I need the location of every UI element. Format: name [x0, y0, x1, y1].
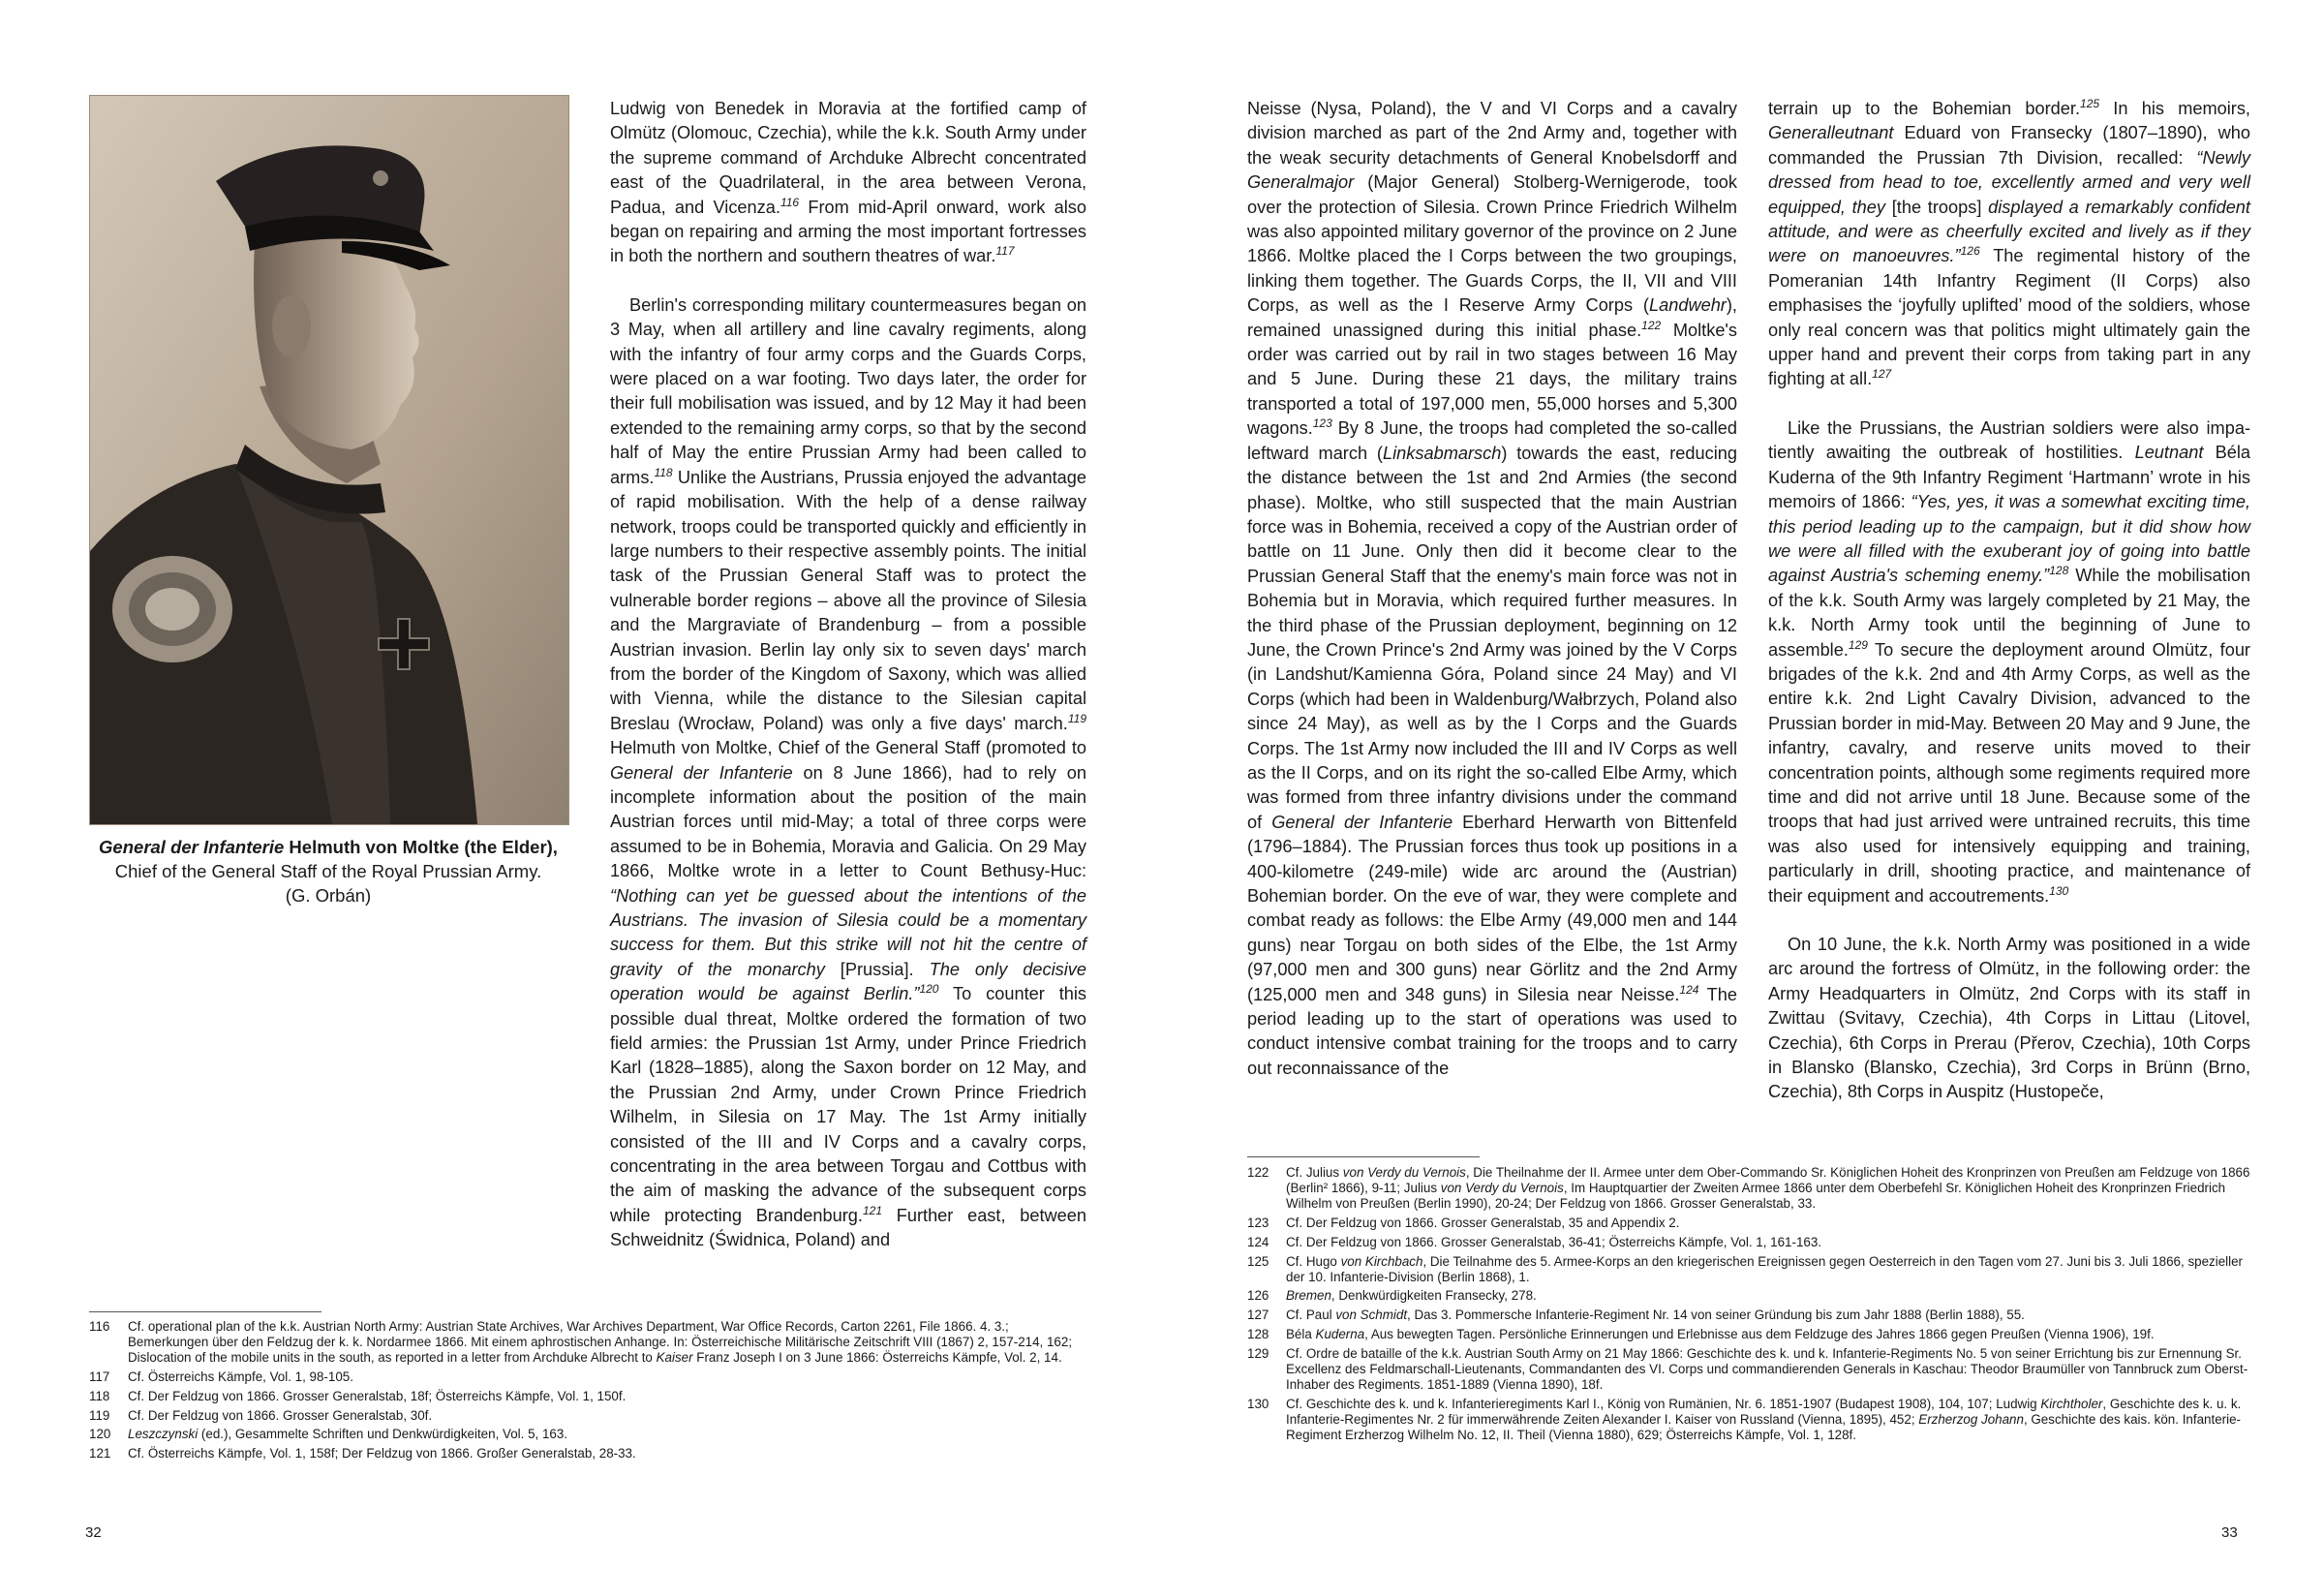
- portrait-photo: [89, 95, 569, 825]
- caption-title-italic: General der Infanterie: [99, 837, 285, 857]
- paragraph: On 10 June, the k.k. North Army was positioned in a wide arc around the fortress of Olmütz, in the following order: the Army Headquarters in Olmütz, 2nd Corps with its staff in Zwittau (Svitavy, Czechia), 4th Corps in Littau (Litovel, Czechia), 6th Corps in Prerau (Přerov, Czechia), 10th Corps in Blansko (Blansko, Czechia), 3rd Corps in Brünn (Brno, Czechia), 8th Corps in Auspitz (Hustopeče,: [1768, 935, 2250, 1102]
- footnote-text: Cf. operational plan of the k.k. Austrian North Army: Austrian State Archives, War Archives Department, War Office Records, Carton 2261, File 1866. 4. 3.; Bemerkungen über den Feldzug der k. k. Nordarmee 1866. Mit einem aphrostischen Anhange. In: Österreichische Militärische Zeitschrift VIII (1867) 2, 157-214, 162; Dislocation of the mobile units in the south, as reported in a letter from Archduke Albrecht to Kaiser Franz Joseph I on 3 June 1866: Österreichs Kämpfe, Vol. 2, 14.: [128, 1319, 1073, 1366]
- page-number: 32: [85, 1524, 102, 1541]
- left-footnotes: [89, 1319, 1086, 1465]
- caption-line2: Chief of the General Staff of the Royal Prussian Army.: [114, 861, 542, 881]
- left-text-column: [610, 97, 1086, 1253]
- footnote-text: Cf. Der Feldzug von 1866. Grosser Generalstab, 30f.: [128, 1407, 433, 1423]
- footnote-number: 128: [1247, 1326, 1269, 1341]
- footnote-text: Cf. Der Feldzug von 1866. Grosser Generalstab, 35 and Appendix 2.: [1286, 1215, 1680, 1231]
- footnote-text: Cf. Ordre de bataille of the k.k. Austrian South Army on 21 May 1866: Geschichte des k. und k. Infanterie-Regiments No. 5 von seiner Errichtung bis zur Ernennung Sr. Excellenz des Feldmarschall-Lieutenants, Commandanten des VI. Corps und commandierenden Generals in Kaschau: Theodor Braumüller von Tannbruck zum Oberst-Inhaber des Regiments. 1851-1889 (Vienna 1890), 18f.: [1286, 1345, 2248, 1392]
- footnote-number: 129: [1247, 1345, 1269, 1361]
- footnote-number: 125: [1247, 1253, 1269, 1269]
- footnote: [89, 1408, 1086, 1424]
- footnote-number: 117: [89, 1369, 110, 1385]
- footnote: [1247, 1165, 2250, 1213]
- footnote-number: 124: [1247, 1234, 1269, 1249]
- footnote: [89, 1319, 1086, 1367]
- paragraph: terrain up to the Bohemian border.$^{125}$ In his memoirs, Generalleutnant Eduard von Fransecky (1807–1890), who commanded the Prussian 7th Division, recalled: “Newly dressed from head to toe, excellently armed and very well equipped, they [the troops] displayed a remarkably confident attitude, and were as cheerfully excited and lively as if they were on manoeuvres.”$^{126}$ The regimental history of the Pomeranian 14th Infantry Regiment (II Corps) also emphasises the ‘joyfully uplifted’ mood of the soldiers, whose only real concern was that politics might ultimately gain the upper hand and prevent their corps from taking part in any fighting at all.$^{127}$: [1768, 96, 2250, 389]
- footnote-number: 120: [89, 1427, 111, 1442]
- paragraph: Ludwig von Benedek in Moravia at the fortified camp of Olmütz (Olomouc, Czechia), while the k.k. South Army under the supreme command of Archduke Albrecht concentrated east of the Quadrilateral, in the area between Verona, Padua, and Vicenza.$^{116}$ From mid-April onward, work also began on repairing and arming the most important fortresses in both the northern and southern theatres of war.$^{117}$: [610, 99, 1086, 266]
- footnote-text: Cf. Hugo von Kirchbach, Die Teilnahme des 5. Armee-Korps an den kriegerischen Ereignissen gegen Oesterreich in den Tagen vom 27. Juni bis 3. Juli 1866, spezieller der 10. Infanterie-Division (Berlin 1868), 1.: [1286, 1253, 2244, 1284]
- footnote: [1247, 1327, 2250, 1342]
- footnote: [1247, 1215, 2250, 1231]
- footnote-text: Leszczynski (ed.), Gesammelte Schriften und Denkwürdigkeiten, Vol. 5, 163.: [128, 1427, 568, 1442]
- footnote-number: 122: [1247, 1165, 1269, 1180]
- right-page: [1162, 0, 2324, 1569]
- footnote: [89, 1369, 1086, 1385]
- caption-title-bold: Helmuth von Moltke (the Elder),: [289, 837, 558, 857]
- paragraph: Like the Prussians, the Austrian soldiers were also impatiently awaiting the outbreak of hostilities. Leutnant Béla Kuderna of the 9th Infantry Regiment ‘Hartmann’ wrote in his memoirs of 1866: “Yes, yes, it was a somewhat exciting time, this period leading up to the campaign, but it did show how we were all filled with the exuberant joy of going into battle against Austria's scheming enemy.”$^{128}$ While the mobilisation of the k.k. South Army was largely completed by 21 May, the k.k. North Army took until the beginning of June to assemble.$^{129}$ To secure the deployment around Olmütz, four brigades of the k.k. 2nd and 4th Army Corps, as well as the entire k.k. 2nd Light Cavalry Division, advanced to the Prussian border in mid-May. Between 20 May and 9 June, the infantry, cavalry, and reserve units moved to their concentration points, although some regiments required more time and did not arrive until 18 June. Because some of the troops that had just arrived were untrained recruits, this time was also used for intensively equipping and training, particularly in drill, shooting practice, and maintenance of their equipment and accoutrements.$^{130}$: [1768, 417, 2251, 906]
- footnote-number: 126: [1247, 1288, 1269, 1304]
- footnote: [89, 1427, 1086, 1442]
- footnote: [89, 1446, 1086, 1461]
- right-text-column-1: [1247, 97, 1737, 1081]
- footnote-text: Béla Kuderna, Aus bewegten Tagen. Persönliche Erinnerungen und Erlebnisse aus dem Feldzuge des Jahres 1866 gegen Preußen (Vienna 1906), 19f.: [1286, 1326, 2155, 1341]
- footnote-divider: [89, 1311, 321, 1312]
- caption-credit: (G. Orbán): [285, 885, 372, 906]
- footnote-number: 119: [89, 1407, 110, 1423]
- paragraph: Neisse (Nysa, Poland), the V and VI Corps and a cavalry division marched as part of the 2nd Army and, together with the weak security detachments of General Knobelsdorff and Generalmajor (Major General) Stolberg-Wernigerode, took over the protection of Silesia. Crown Prince Friedrich Wilhelm was also appointed military governor of the province on 2 June 1866. Moltke placed the I Corps between the two groupings, linking them together. The Guards Corps, the II, VII and VIII Corps, as well as the I Reserve Army Corps (Landwehr), remained unassigned during this initial phase.$^{122}$ Moltke's order was carried out by rail in two stages between 16 May and 5 June. During these 21 days, the military trains transported a total of 197,000 men, 55,000 horses and 5,300 wagons.$^{123}$ By 8 June, the troops had completed the so-called leftward march (Linksabmarsch) towards the east, reducing the distance between the 1st and 2nd Armies (the second phase). Moltke, who still suspected that the main Austrian force was in Bohemia, received a copy of the Austrian order of battle on 11 June. Only then did it become clear to the Prussian General Staff that the enemy's main force was not in Bohemia but in Moravia, which required further measures. In the third phase of the Prussian deployment, beginning on 12 June, the Crown Prince's 2nd Army was joined by the V Corps (in Landshut/Kamienna Góra, Poland since 24 May) and VI Corps (which had been in Waldenburg/Wałbrzych, Poland also since 24 May), as well as by the I Corps and the Guards Corps. The 1st Army now included the III and IV Corps as well as the II Corps, and on its right the so-called Elbe Army, which was formed from three infantry divisions under the command of General der Infanterie Eberhard Herwarth von Bittenfeld (1796–1884). The Prussian forces thus took up positions in a 400-kilometre (249-mile) wide arc around the (Austrian) Bohemian border. On the eve of war, they were complete and combat ready as follows: the Elbe Army (49,000 men and 144 guns) near Torgau on both sides of the Elbe, the 1st Army (97,000 men and 300 guns) near Görlitz and the 2nd Army (125,000 men and 348 guns) in Silesia near Neisse.$^{124}$ The period leading up to the start of operations was used to conduct intensive combat training for the troops and to carry out reconnaissance of the: [1247, 99, 1737, 1078]
- footnote: [1247, 1235, 2250, 1250]
- footnote-text: Bremen, Denkwürdigkeiten Fransecky, 278.: [1286, 1288, 1537, 1304]
- footnote-text: Cf. Österreichs Kämpfe, Vol. 1, 158f; Der Feldzug von 1866. Großer Generalstab, 28-33.: [128, 1445, 636, 1461]
- footnote-text: Cf. Österreichs Kämpfe, Vol. 1, 98-105.: [128, 1369, 353, 1385]
- footnote-number: 130: [1247, 1396, 1269, 1411]
- footnote: [1247, 1346, 2250, 1394]
- portrait-illustration: [90, 96, 568, 824]
- right-text-column-2: [1768, 97, 2250, 1105]
- photo-caption: [89, 835, 567, 908]
- footnote-number: 123: [1247, 1215, 1269, 1231]
- footnote-number: 118: [89, 1388, 110, 1403]
- footnote-text: Cf. Der Feldzug von 1866. Grosser Generalstab, 36-41; Österreichs Kämpfe, Vol. 1, 161-163.: [1286, 1234, 1822, 1249]
- footnote-number: 127: [1247, 1308, 1269, 1323]
- footnote-text: Cf. Geschichte des k. und k. Infanterieregiments Karl I., König von Rumänien, Nr. 6. 1851-1907 (Budapest 1908), 104, 107; Ludwig Kirchtholer, Geschichte des k. u. k. Infanterie-Regimentes Nr. 2 für immerwährende Zeiten Alexander I. Kaiser von Russland (Vienna, 1895), 452; Erzherzog Johann, Geschichte des kais. kön. Infanterie-Regiment Erzherzog Wilhelm No. 12, II. Theil (Vienna 1880), 629; Österreichs Kämpfe, Vol. 1, 128f.: [1286, 1396, 2242, 1443]
- page-number: 33: [2221, 1524, 2238, 1541]
- footnote: [89, 1389, 1086, 1404]
- footnote-number: 121: [89, 1445, 111, 1461]
- footnote-divider: [1247, 1156, 1480, 1157]
- right-footnotes: [1247, 1165, 2250, 1447]
- footnote: [1247, 1288, 2250, 1304]
- footnote-text: Cf. Julius von Verdy du Vernois, Die Theilnahme der II. Armee unter dem Ober-Commando Sr. Königlichen Hoheit des Kronprinzen von Preußen am Feldzuge von 1866 (Berlin² 1866), 9-11; Julius von Verdy du Vernois, Im Hauptquartier der Zweiten Armee 1866 unter dem Oberbefehl Sr. Königlichen Hoheit des Kronprinzen Friedrich Wilhelm von Preußen (Berlin 1990), 20-24; Der Feldzug von 1866. Grosser Generalstab, 33.: [1286, 1165, 2250, 1212]
- paragraph: Berlin's corresponding military countermeasures began on 3 May, when all artillery and line cavalry regiments, along with the infantry of four army corps and the Guards Corps, were placed on a war footing. Two days later, the order for their full mobilisation was issued, and by 12 May it had been extended to the remaining army corps, so that by the second half of May the entire Prussian Army had been called to arms.$^{118}$ Unlike the Austrians, Prussia enjoyed the advantage of rapid mobilisation. With the help of a dense railway network, troops could be transported quickly and efficiently in large numbers to their respective assembly points. The initial task of the Prussian General Staff was to protect the vulnerable border regions – above all the province of Silesia and the Margraviate of Brandenburg – from a possible Austrian invasion. Berlin lay only six to seven days' march from the border of the Kingdom of Saxony, which was allied with Vienna, while the distance to the Silesian capital Breslau (Wrocław, Poland) was only a five days' march.$^{119}$ Helmuth von Moltke, Chief of the General Staff (promoted to General der Infanterie on 8 June 1866), had to rely on incomplete information about the position of the main Austrian forces until mid-May; a total of three corps were assumed to be in Bohemia, Moravia and Galicia. On 29 May 1866, Moltke wrote in a letter to Count Bethusy-Huc: “Nothing can yet be guessed about the intentions of the Austrians. The invasion of Silesia could be a momentary success for them. But this strike will not hit the centre of gravity of the monarchy [Prussia]. The only decisive operation would be against Berlin.”$^{120}$ To counter this possible dual threat, Moltke ordered the formation of two field armies: the Prussian 1st Army, under Prince Friedrich Karl (1828–1885), along the Saxon border on 12 May, and the Prussian 2nd Army, under Crown Prince Friedrich Wilhelm, in Silesia on 17 May. The 1st Army initially consisted of the III and IV Corps and a cavalry corps, concentrating in the area between Torgau and Cottbus with the aim of masking the advance of the subsequent corps while protecting Brandenburg.$^{121}$ Further east, between Schweidnitz (Świdnica, Poland) and: [610, 294, 1086, 1250]
- footnote: [1247, 1397, 2250, 1444]
- footnote-text: Cf. Paul von Schmidt, Das 3. Pommersche Infanterie-Regiment Nr. 14 von seiner Gründung bis zum Jahr 1888 (Berlin 1888), 55.: [1286, 1308, 2025, 1323]
- footnote: [1247, 1308, 2250, 1323]
- footnote-number: 116: [89, 1319, 110, 1334]
- footnote: [1247, 1254, 2250, 1285]
- footnote-text: Cf. Der Feldzug von 1866. Grosser Generalstab, 18f; Österreichs Kämpfe, Vol. 1, 150f.: [128, 1388, 627, 1403]
